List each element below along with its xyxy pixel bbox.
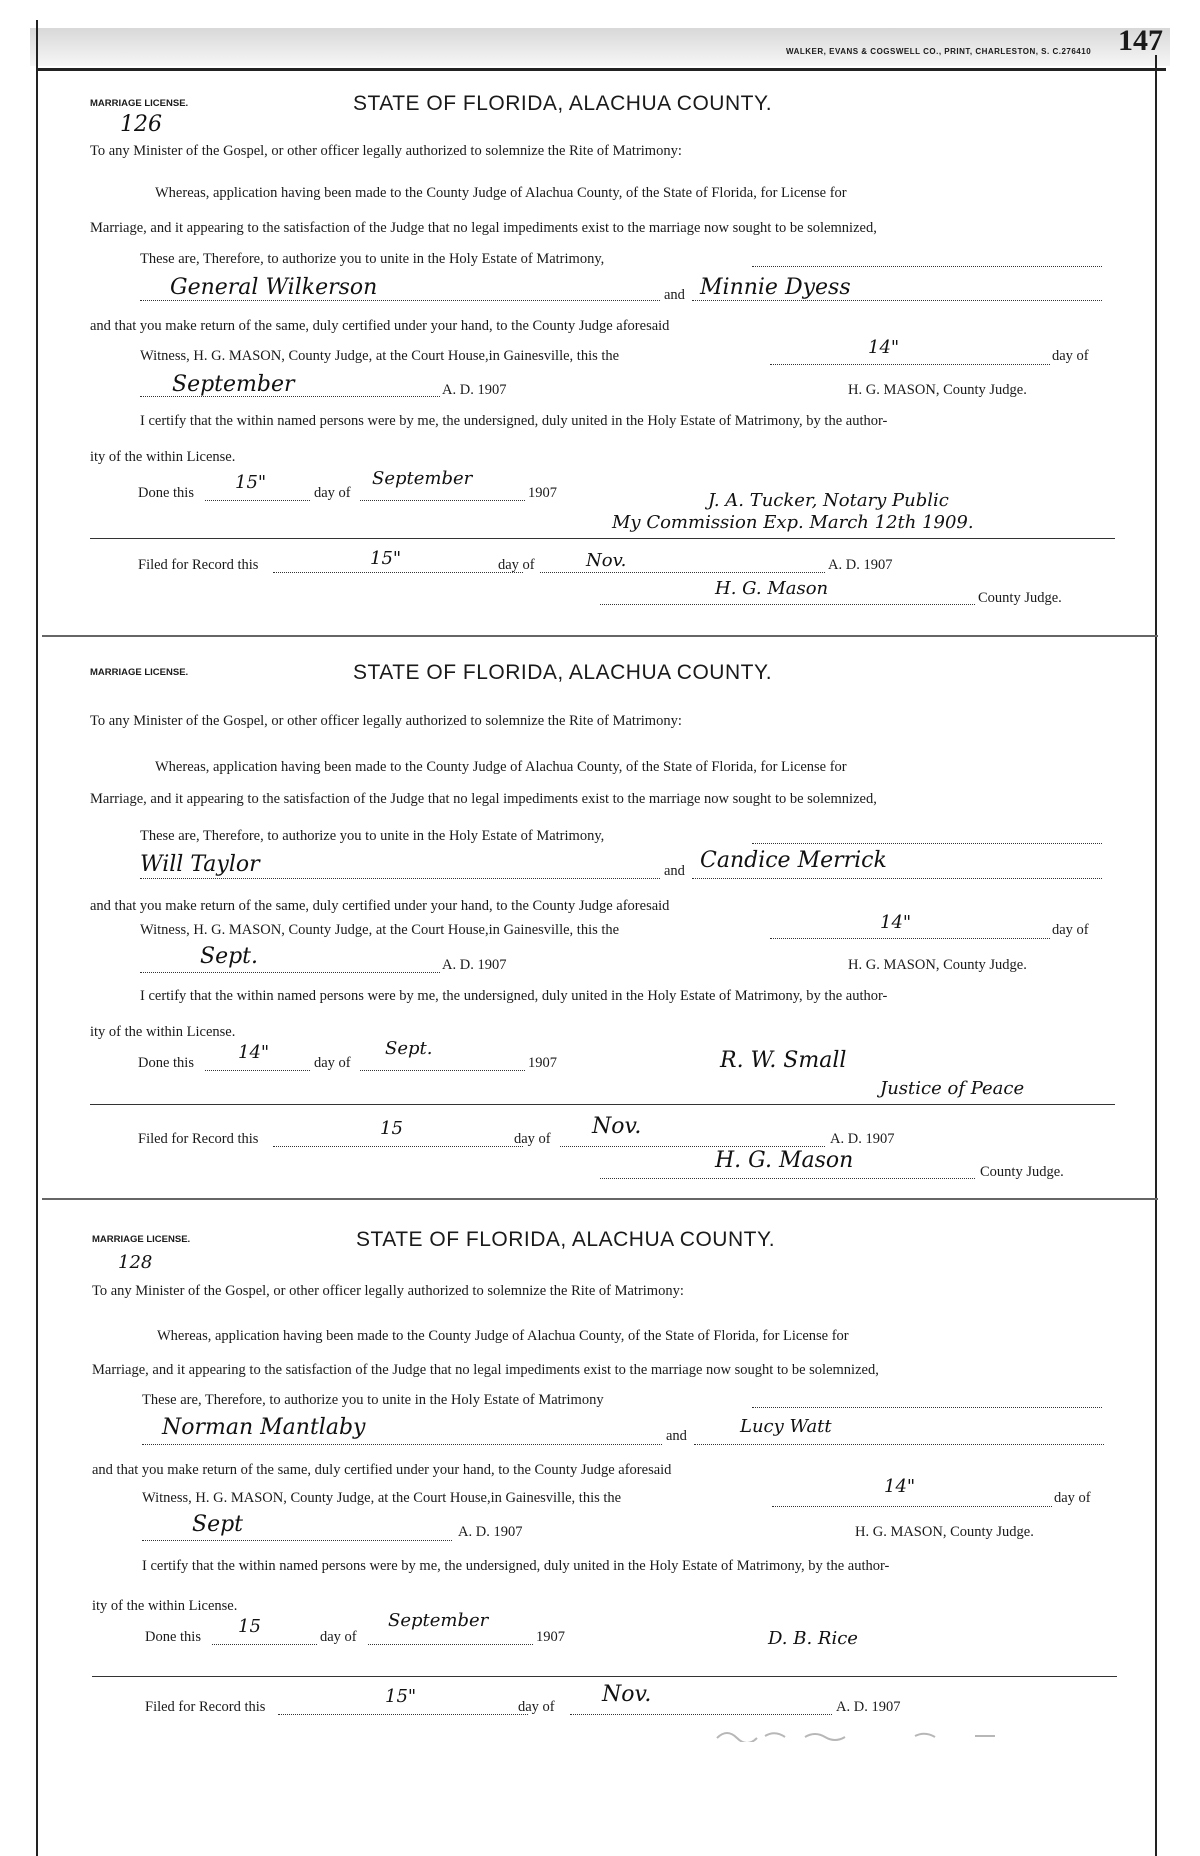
whereas-line-1: Whereas, application having been made to the County Judge of Alachua County, of the State of Florida, for License for (155, 759, 847, 775)
printer-imprint: WALKER, EVANS & COGSWELL CO., PRINT, CHARLESTON, S. C.276410 (786, 47, 1092, 56)
witness-day: 14" (868, 337, 900, 358)
license-title: STATE OF FLORIDA, ALACHUA COUNTY. (353, 92, 773, 115)
marriage-license-label: MARRIAGE LICENSE. (90, 667, 189, 678)
and-label: and (664, 287, 685, 303)
filed-month: Nov. (592, 1114, 642, 1139)
witness-month: Sept. (200, 944, 259, 969)
filed-label: Filed for Record this (138, 557, 259, 573)
done-day-of-label: day of (314, 1055, 351, 1071)
done-this-label: Done this (138, 485, 194, 501)
address-line: To any Minister of the Gospel, or other officer legally authorized to solemnize the Rite of Matrimony: (90, 713, 682, 729)
whereas-line-2: Marriage, and it appearing to the satisfaction of the Judge that no legal impediments exist to the marriage now sought to be solemnized, (90, 791, 877, 807)
done-day-of-label: day of (320, 1629, 357, 1645)
filed-ad: A. D. 1907 (828, 557, 893, 573)
done-year: 1907 (536, 1629, 565, 1645)
filed-day: 15" (385, 1686, 417, 1707)
witness-line: Witness, H. G. MASON, County Judge, at the Court House,in Gainesville, this the (140, 922, 620, 938)
witness-day: 14" (884, 1476, 916, 1497)
done-day-of-label: day of (314, 485, 351, 501)
whereas-line-2: Marriage, and it appearing to the satisfaction of the Judge that no legal impediments exist to the marriage now sought to be solemnized, (92, 1362, 879, 1378)
done-year: 1907 (528, 1055, 557, 1071)
right-margin-rule (1155, 55, 1157, 1856)
witness-month: Sept (192, 1512, 244, 1537)
done-day: 15 (238, 1616, 261, 1637)
officiant-title: My Commission Exp. March 12th 1909. (612, 512, 974, 533)
filed-day-of-label: day of (498, 557, 535, 573)
filed-ad: A. D. 1907 (836, 1699, 901, 1715)
faded-clerk-signature (715, 1728, 1045, 1742)
entry-separator-1 (42, 635, 1158, 637)
ad-year: A. D. 1907 (458, 1524, 523, 1540)
county-judge-label: County Judge. (978, 590, 1062, 606)
done-this-label: Done this (145, 1629, 201, 1645)
return-line: and that you make return of the same, duly certified under your hand, to the County Judge aforesaid (90, 318, 670, 334)
filed-month: Nov. (602, 1682, 652, 1707)
officiant-signature: R. W. Small (720, 1048, 847, 1073)
judge-printed: H. G. MASON, County Judge. (848, 382, 1027, 398)
done-month: September (372, 468, 473, 489)
therefore-line: These are, Therefore, to authorize you to unite in the Holy Estate of Matrimony (142, 1392, 604, 1408)
clerk-signature: H. G. Mason (715, 1148, 854, 1173)
done-day: 14" (238, 1042, 270, 1063)
officiant-signature: J. A. Tucker, Notary Public (708, 490, 949, 511)
address-line: To any Minister of the Gospel, or other officer legally authorized to solemnize the Rite of Matrimony: (90, 143, 682, 159)
day-of-label: day of (1054, 1490, 1091, 1506)
done-month: Sept. (385, 1038, 433, 1059)
return-line: and that you make return of the same, duly certified under your hand, to the County Judge aforesaid (92, 1462, 672, 1478)
filed-ad: A. D. 1907 (830, 1131, 895, 1147)
officiant-signature: D. B. Rice (768, 1628, 858, 1649)
top-rule (36, 68, 1166, 71)
marriage-license-label: MARRIAGE LICENSE. (90, 98, 189, 109)
and-label: and (666, 1428, 687, 1444)
therefore-line: These are, Therefore, to authorize you to unite in the Holy Estate of Matrimony, (140, 251, 605, 267)
witness-line: Witness, H. G. MASON, County Judge, at the Court House,in Gainesville, this the (142, 1490, 622, 1506)
address-line: To any Minister of the Gospel, or other officer legally authorized to solemnize the Rite of Matrimony: (92, 1283, 684, 1299)
groom-name: Will Taylor (140, 852, 260, 877)
witness-day: 14" (880, 912, 912, 933)
filed-day-of-label: day of (514, 1131, 551, 1147)
entry-separator-2 (42, 1198, 1158, 1200)
officiant-title: Justice of Peace (880, 1078, 1025, 1099)
witness-line: Witness, H. G. MASON, County Judge, at the Court House,in Gainesville, this the (140, 348, 620, 364)
judge-printed: H. G. MASON, County Judge. (855, 1524, 1034, 1540)
license-number: 126 (120, 112, 162, 137)
day-of-label: day of (1052, 922, 1089, 938)
return-line: and that you make return of the same, duly certified under your hand, to the County Judge aforesaid (90, 898, 670, 914)
whereas-line-1: Whereas, application having been made to the County Judge of Alachua County, of the State of Florida, for License for (157, 1328, 849, 1344)
filed-month: Nov. (586, 550, 627, 571)
certify-line-2: ity of the within License. (90, 1024, 236, 1040)
certify-line-1: I certify that the within named persons were by me, the undersigned, duly united in the Holy Estate of Matrimony, by the author- (142, 1558, 890, 1574)
bride-name: Lucy Watt (740, 1416, 832, 1437)
ad-year: A. D. 1907 (442, 957, 507, 973)
county-judge-label: County Judge. (980, 1164, 1064, 1180)
done-month: September (388, 1610, 489, 1631)
groom-name: Norman Mantlaby (162, 1415, 366, 1440)
whereas-line-2: Marriage, and it appearing to the satisfaction of the Judge that no legal impediments exist to the marriage now sought to be solemnized, (90, 220, 877, 236)
and-label: and (664, 863, 685, 879)
certify-line-2: ity of the within License. (92, 1598, 238, 1614)
filed-day: 15" (370, 548, 402, 569)
license-title: STATE OF FLORIDA, ALACHUA COUNTY. (356, 1228, 776, 1251)
done-day: 15" (235, 472, 267, 493)
whereas-line-1: Whereas, application having been made to the County Judge of Alachua County, of the State of Florida, for License for (155, 185, 847, 201)
day-of-label: day of (1052, 348, 1089, 364)
filed-label: Filed for Record this (138, 1131, 259, 1147)
certify-line-2: ity of the within License. (90, 449, 236, 465)
bride-name: Minnie Dyess (700, 275, 851, 300)
filed-day-of-label: day of (518, 1699, 555, 1715)
certify-line-1: I certify that the within named persons were by me, the undersigned, duly united in the Holy Estate of Matrimony, by the author- (140, 988, 888, 1004)
witness-month: September (172, 372, 295, 397)
license-title: STATE OF FLORIDA, ALACHUA COUNTY. (353, 661, 773, 684)
filed-day: 15 (380, 1118, 403, 1139)
bride-name: Candice Merrick (700, 848, 887, 873)
ad-year: A. D. 1907 (442, 382, 507, 398)
done-this-label: Done this (138, 1055, 194, 1071)
license-number: 128 (118, 1252, 153, 1273)
certify-line-1: I certify that the within named persons were by me, the undersigned, duly united in the Holy Estate of Matrimony, by the author- (140, 413, 888, 429)
marriage-license-label: MARRIAGE LICENSE. (92, 1234, 191, 1245)
judge-printed: H. G. MASON, County Judge. (848, 957, 1027, 973)
clerk-signature: H. G. Mason (715, 578, 829, 599)
filed-label: Filed for Record this (145, 1699, 266, 1715)
left-margin-rule (36, 20, 38, 1856)
page-number: 147 (1118, 24, 1163, 57)
groom-name: General Wilkerson (170, 275, 378, 300)
therefore-line: These are, Therefore, to authorize you to unite in the Holy Estate of Matrimony, (140, 828, 605, 844)
done-year: 1907 (528, 485, 557, 501)
